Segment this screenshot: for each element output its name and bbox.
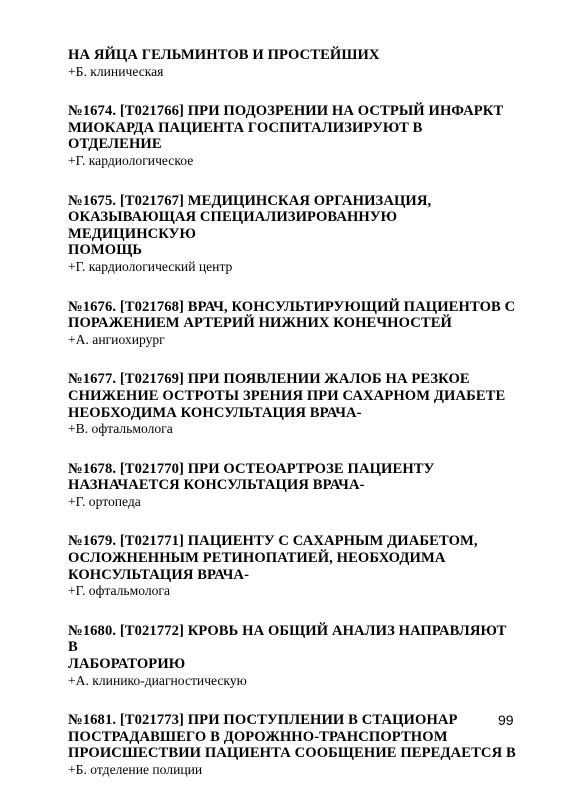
question-line: №1681. [Т021773] ПРИ ПОСТУПЛЕНИИ В СТАЦИОНАР [68, 712, 458, 729]
question-line: ПОРАЖЕНИЕМ АРТЕРИЙ НИЖНИХ КОНЕЧНОСТЕЙ [68, 315, 453, 332]
question-line: №1677. [Т021769] ПРИ ПОЯВЛЕНИИ ЖАЛОБ НА РЕЗКОЕ [68, 371, 470, 388]
question-text [68, 193, 518, 259]
question-line: СНИЖЕНИЕ ОСТРОТЫ ЗРЕНИЯ ПРИ САХАРНОМ ДИАБЕТЕ [68, 387, 506, 404]
question-line: КОНСУЛЬТАЦИЯ ВРАЧА- [68, 566, 250, 583]
question-line: №1675. [Т021767] МЕДИЦИНСКАЯ ОРГАНИЗАЦИЯ, [68, 192, 432, 209]
question-line: НАЗНАЧАЕТСЯ КОНСУЛЬТАЦИЯ ВРАЧА- [68, 477, 365, 494]
answer-text: +Г. ортопеда [68, 493, 141, 509]
question-text [68, 371, 518, 421]
question-list [68, 47, 518, 802]
question-block [68, 712, 518, 778]
question-block [68, 461, 518, 511]
answer-text: +Г. кардиологическое [68, 152, 194, 168]
answer-text: +Б. отделение полиции [68, 762, 203, 777]
question-line: ОСЛОЖНЕННЫМ РЕТИНОПАТИЕЙ, НЕОБХОДИМА [68, 550, 446, 567]
question-block [68, 47, 518, 80]
question-text [68, 103, 518, 153]
answer-text: +А. ангиохирург [68, 331, 165, 347]
question-line: ПОСТРАДАВШЕГО В ДОРОЖННО-ТРАНСПОРТНОМ [68, 728, 448, 745]
question-block [68, 533, 518, 599]
answer-text: +В. офтальмолога [68, 421, 173, 437]
question-block [68, 299, 518, 349]
question-line: ПРОИСШЕСТВИИ ПАЦИЕНТА СООБЩЕНИЕ ПЕРЕДАЕТСЯ В [68, 745, 516, 762]
answer-text: +Б. клиническая [68, 63, 164, 79]
question-block [68, 193, 518, 276]
question-text [68, 712, 518, 762]
question-text [68, 461, 518, 494]
question-block [68, 623, 518, 689]
question-line: №1678. [Т021770] ПРИ ОСТЕОАРТРОЗЕ ПАЦИЕНТУ [68, 460, 435, 477]
question-line: ПОМОЩЬ [68, 242, 143, 259]
question-line: №1676. [Т021768] ВРАЧ, КОНСУЛЬТИРУЮЩИЙ ПАЦИЕНТОВ С [68, 298, 516, 315]
question-line: ЛАБОРАТОРИЮ [68, 656, 186, 673]
question-text [68, 623, 518, 673]
question-text [68, 533, 518, 583]
question-line: НА ЯЙЦА ГЕЛЬМИНТОВ И ПРОСТЕЙШИХ [68, 47, 380, 63]
question-block [68, 103, 518, 169]
question-line: №1680. [Т021772] КРОВЬ НА ОБЩИЙ АНАЛИЗ НАПРАВЛЯЮТ В [68, 622, 507, 656]
question-block [68, 371, 518, 437]
question-line: МИОКАРДА ПАЦИЕНТА ГОСПИТАЛИЗИРУЮТ В ОТДЕЛЕНИЕ [68, 119, 423, 153]
answer-text: +Г. кардиологический центр [68, 258, 233, 274]
answer-text: +Г. офтальмолога [68, 583, 171, 599]
answer-text: +А. клинико-диагностическую [68, 672, 247, 688]
page-number: 99 [498, 712, 514, 728]
question-text [68, 299, 518, 332]
question-text [68, 47, 518, 64]
question-line: НЕОБХОДИМА КОНСУЛЬТАЦИЯ ВРАЧА- [68, 404, 362, 421]
question-line: №1679. [Т021771] ПАЦИЕНТУ С САХАРНЫМ ДИАБЕТОМ, [68, 533, 478, 550]
question-line: №1674. [Т021766] ПРИ ПОДОЗРЕНИИ НА ОСТРЫЙ ИНФАРКТ [68, 103, 504, 120]
question-line: ОКАЗЫВАЮЩАЯ СПЕЦИАЛИЗИРОВАННУЮ МЕДИЦИНСКУЮ [68, 209, 398, 242]
